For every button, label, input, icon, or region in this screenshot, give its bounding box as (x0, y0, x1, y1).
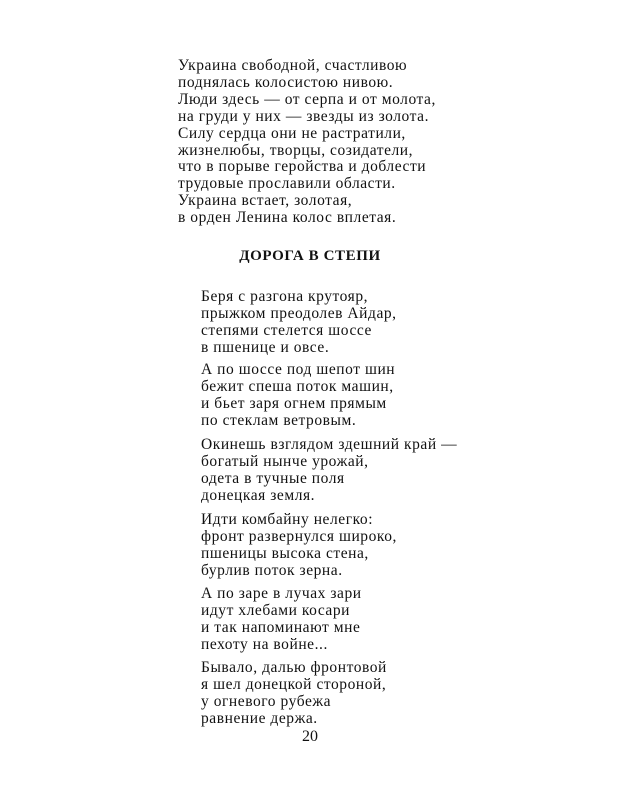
stanza (201, 512, 397, 580)
poem-line: поднялась колосистою нивою. (178, 73, 394, 91)
poem-line: богатый нынче урожай, (201, 452, 369, 470)
poem-line: бурлив поток зерна. (201, 561, 343, 579)
poem-line: равнение держа. (201, 709, 318, 727)
poem-line: степями стелется шоссе (201, 321, 372, 339)
poem-line: Идти комбайну нелегко: (201, 511, 374, 528)
poem-line: у огневого рубежа (201, 692, 332, 710)
poem-line: донецкая земля. (201, 486, 316, 504)
stanza (201, 289, 397, 357)
poem-title: ДОРОГА В СТЕПИ (239, 248, 381, 264)
poem-line: Силу сердца они не растратили, (178, 124, 406, 142)
poem-line: трудовые прославили области. (178, 175, 396, 193)
intro-stanza (178, 58, 436, 227)
poem-line: идут хлебами косари (201, 601, 351, 619)
poem-line: Украина встает, золотая, (178, 192, 353, 210)
stanza (201, 437, 457, 505)
poem-line: я шел донецкой стороной, (201, 675, 387, 693)
stanza (201, 660, 387, 728)
poem-line: пшеницы высока стена, (201, 544, 369, 562)
poem-line: прыжком преодолев Айдар, (201, 304, 397, 322)
poem-line: и бьет заря огнем прямым (201, 394, 387, 412)
poem-line: А по заре в лучах зари (201, 585, 362, 602)
poem-line: по стеклам ветровым. (201, 411, 357, 429)
poem-line: и так напоминают мне (201, 618, 361, 636)
poem-line: одета в тучные поля (201, 469, 345, 487)
page-number: 20 (302, 728, 318, 745)
poem-line: пехоту на войне... (201, 635, 328, 653)
poem-line: Бывало, далью фронтовой (201, 659, 387, 676)
poem-line: что в порыве геройства и доблести (178, 158, 427, 176)
poem-line: на груди у них — звезды из золота. (178, 107, 430, 125)
poem-line: бежит спеша поток машин, (201, 377, 394, 395)
poem-line: жизнелюбы, творцы, созидатели, (178, 141, 414, 159)
poem-line: Люди здесь — от серпа и от молота, (178, 90, 436, 108)
poem-line: Окинешь взглядом здешний край — (201, 436, 458, 453)
poem-line: фронт развернулся широко, (201, 527, 397, 545)
poem-line: в орден Ленина колос вплетая. (178, 209, 397, 227)
poem-line: А по шоссе под шепот шин (201, 361, 396, 378)
stanza (201, 362, 395, 430)
poem-line: Украина свободной, счастливою (178, 57, 408, 74)
poem-line: Беря с разгона крутояр, (201, 288, 369, 305)
poem-line: в пшенице и овсе. (201, 338, 330, 356)
stanza (201, 586, 362, 654)
